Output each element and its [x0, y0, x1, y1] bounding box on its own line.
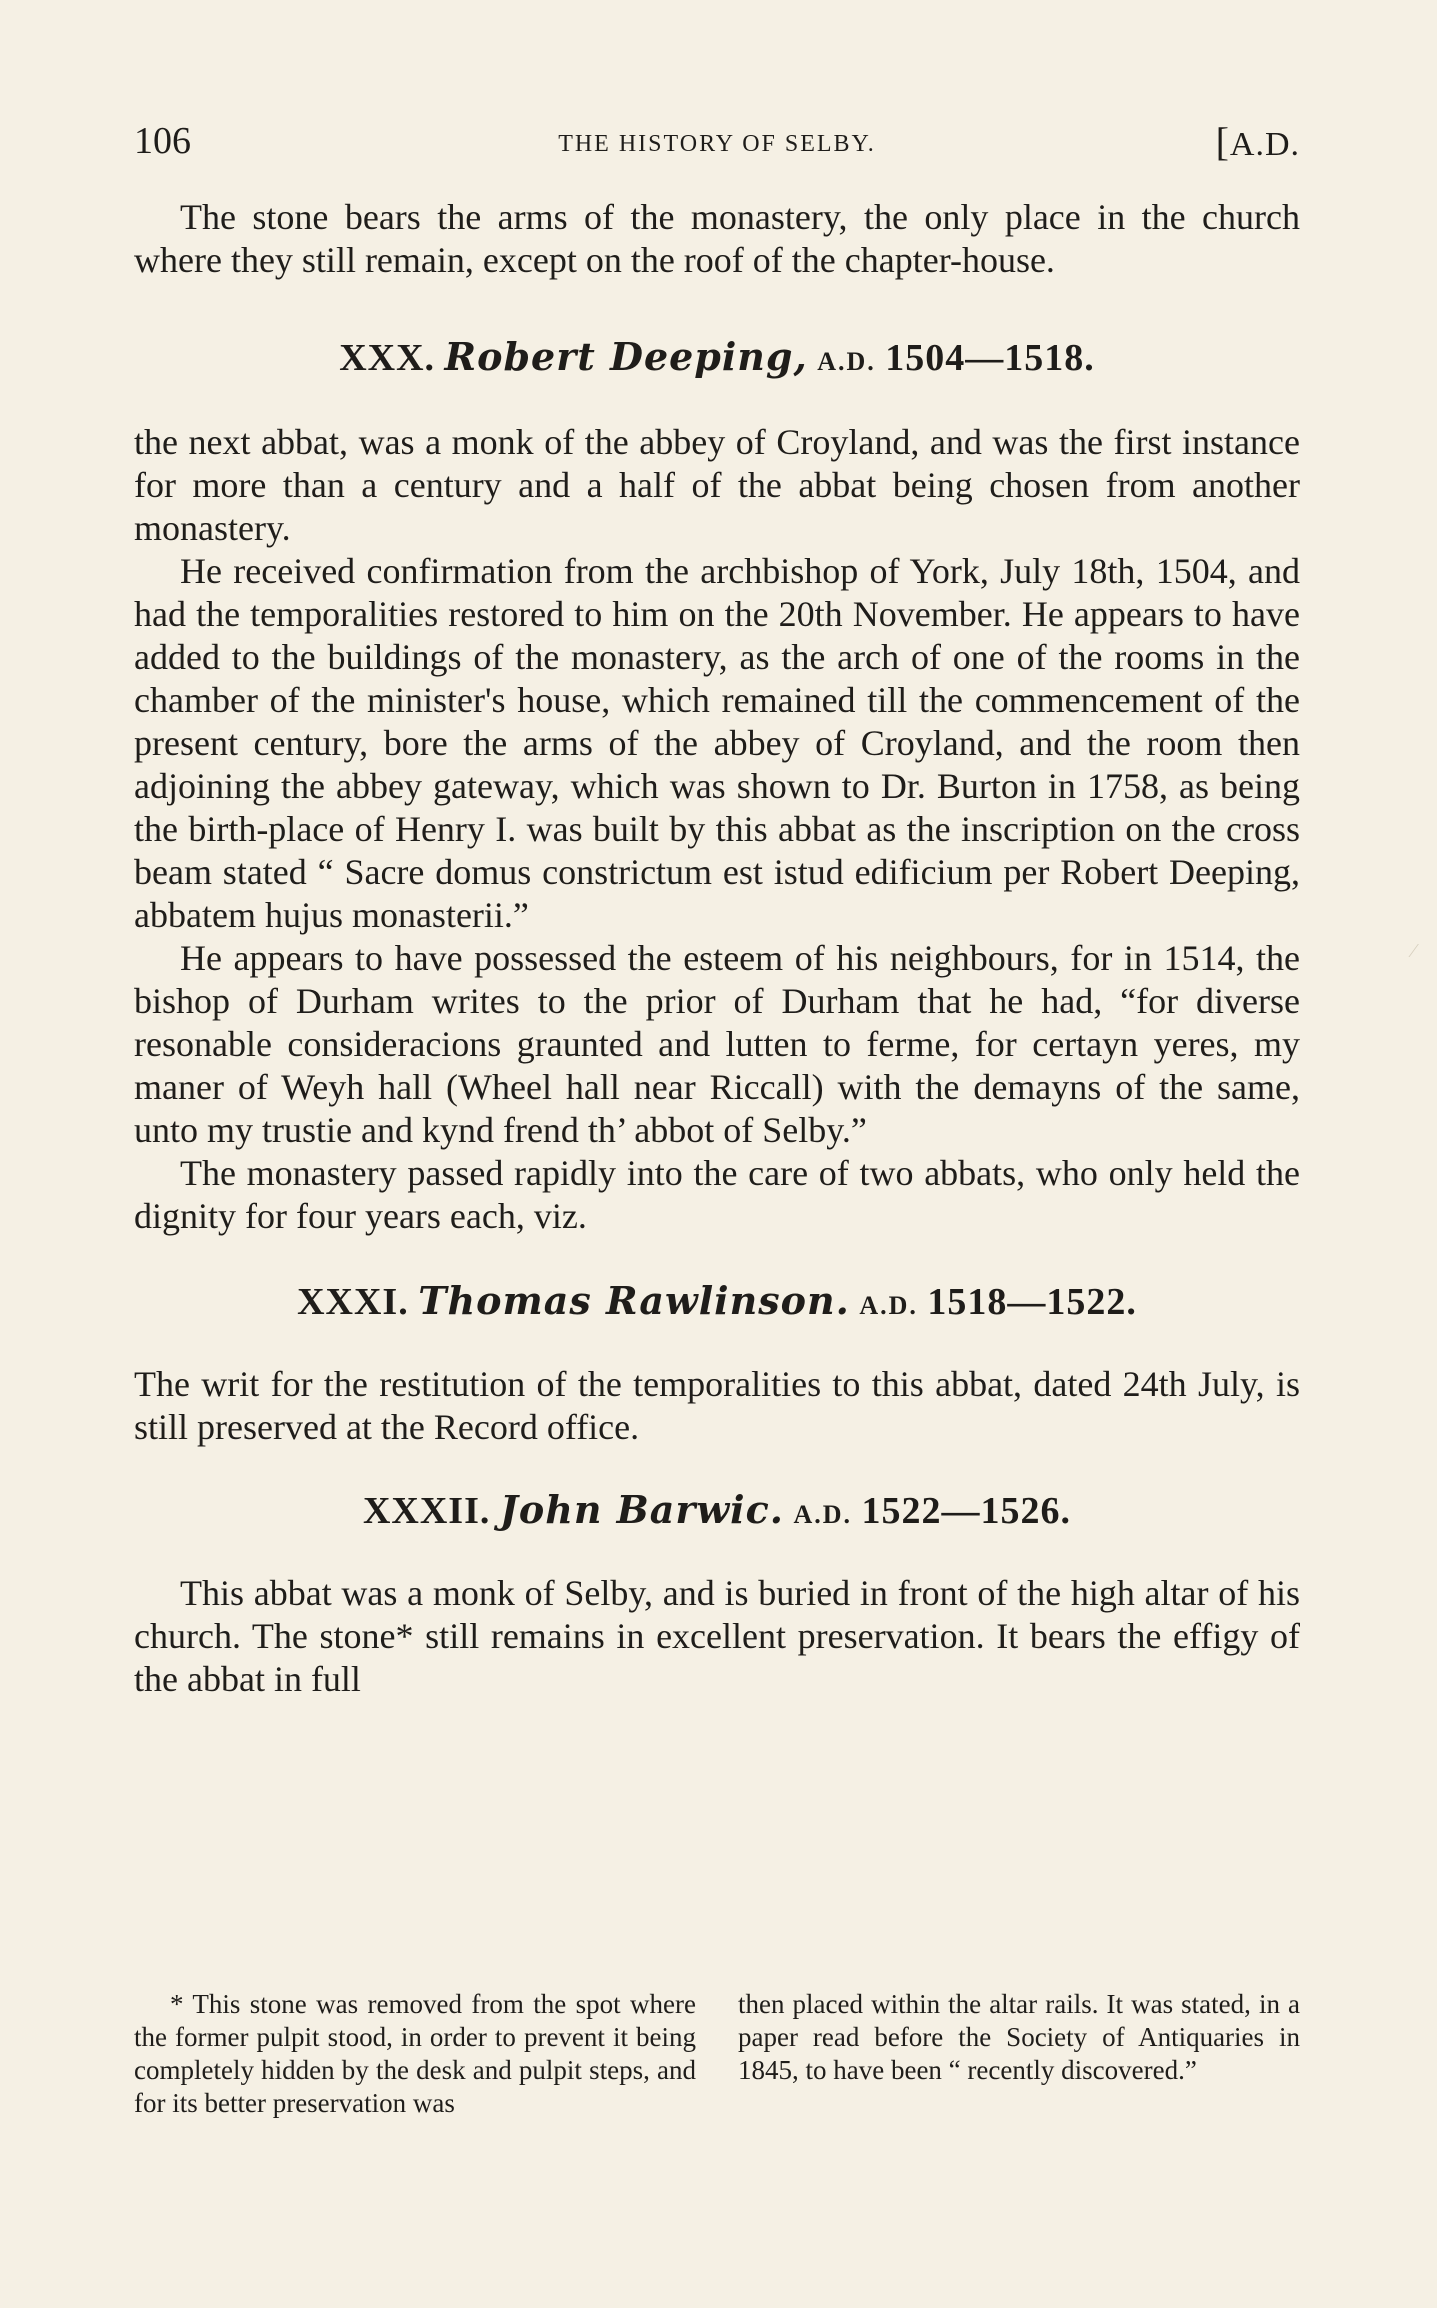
page-header	[134, 118, 1300, 168]
section-abbat-name: Thomas Rawlinson.	[418, 1278, 850, 1323]
running-title: THE HISTORY OF SELBY.	[558, 131, 876, 157]
section-years: 1504—1518.	[885, 337, 1095, 379]
section-abbat-name: John Barwic.	[499, 1487, 784, 1532]
paragraph-confirmation: He received confirmation from the archbishop of York, July 18th, 1504, and had the temporalities restored to him on the 20th November. He appears to have added to the buildings of the monastery, as the arch of one of the rooms in the chamber of the minister's house, which remained till the commencement of the present century, bore the arms of the abbey of Croyland, and the room then adjoining the abbey gateway, which was shown to Dr. Burton in 1758, as being the birth-place of Henry I. was built by this abbat as the inscription on the cross beam stated “ Sacre domus constrictum est istud edificium per Robert Deeping, abbatem hujus monasterii.”	[134, 551, 1300, 935]
running-head-right	[1215, 119, 1300, 164]
section-numeral: XXXII.	[362, 1490, 491, 1532]
running-head-right-text: A.D.	[1229, 126, 1300, 163]
page-number: 106	[134, 120, 191, 162]
section-abbat-name: Robert Deeping,	[444, 334, 808, 379]
paragraph-monastery-passed: The monastery passed rapidly into the care of two abbats, who only held the dignity for four years each, viz.	[134, 1153, 1300, 1236]
footnote-right-column: then placed within the altar rails. It was stated, in a paper read before the Society of Antiquaries in 1845, to have been “ recently discovered.”	[738, 1989, 1300, 2085]
paragraph-writ: The writ for the restitution of the temporalities to this abbat, dated 24th July, is still preserved at the Record office.	[134, 1364, 1300, 1447]
footnote-left-column: * This stone was removed from the spot where the former pulpit stood, in order to prevent it being completely hidden by the desk and pulpit steps, and for its better preservation was	[134, 1989, 696, 2118]
section-ad: A.D.	[817, 347, 876, 376]
section-heading-thomas-rawlinson	[134, 1278, 1300, 1323]
section-numeral: XXXI.	[297, 1281, 409, 1323]
paragraph-next-abbat: the next abbat, was a monk of the abbey of Croyland, and was the first instance for more than a century and a half of the abbat being chosen from another monastery.	[134, 422, 1300, 548]
section-ad: A.D.	[793, 1500, 853, 1529]
section-ad: A.D.	[859, 1291, 918, 1320]
main-text	[134, 196, 1300, 1701]
section-years: 1518—1522.	[927, 1281, 1137, 1323]
section-numeral: XXX.	[339, 337, 436, 379]
paragraph-esteem: He appears to have possessed the esteem of his neighbours, for in 1514, the bishop of Durham writes to the prior of Durham that he had, “for diverse resonable consideracions graunted and lutten to ferme, for certayn yeres, my maner of Weyh hall (Wheel hall near Riccall) with the demayns of the same, unto my trustie and kynd frend th’ abbot of Selby.”	[134, 938, 1300, 1150]
footnote	[134, 1988, 1300, 2120]
section-years: 1522—1526.	[861, 1490, 1072, 1532]
bracket-glyph: [	[1215, 119, 1230, 164]
paragraph-stone-arms: The stone bears the arms of the monastery, the only place in the church where they still remain, except on the roof of the chapter-house.	[134, 197, 1300, 280]
paragraph-monk-of-selby: This abbat was a monk of Selby, and is buried in front of the high altar of his church. The stone* still remains in excellent preservation. It bears the effigy of the abbat in full	[134, 1573, 1300, 1699]
section-heading-john-barwic	[134, 1487, 1300, 1532]
margin-mark: ⁄	[1412, 940, 1416, 962]
section-heading-robert-deeping	[134, 334, 1300, 379]
